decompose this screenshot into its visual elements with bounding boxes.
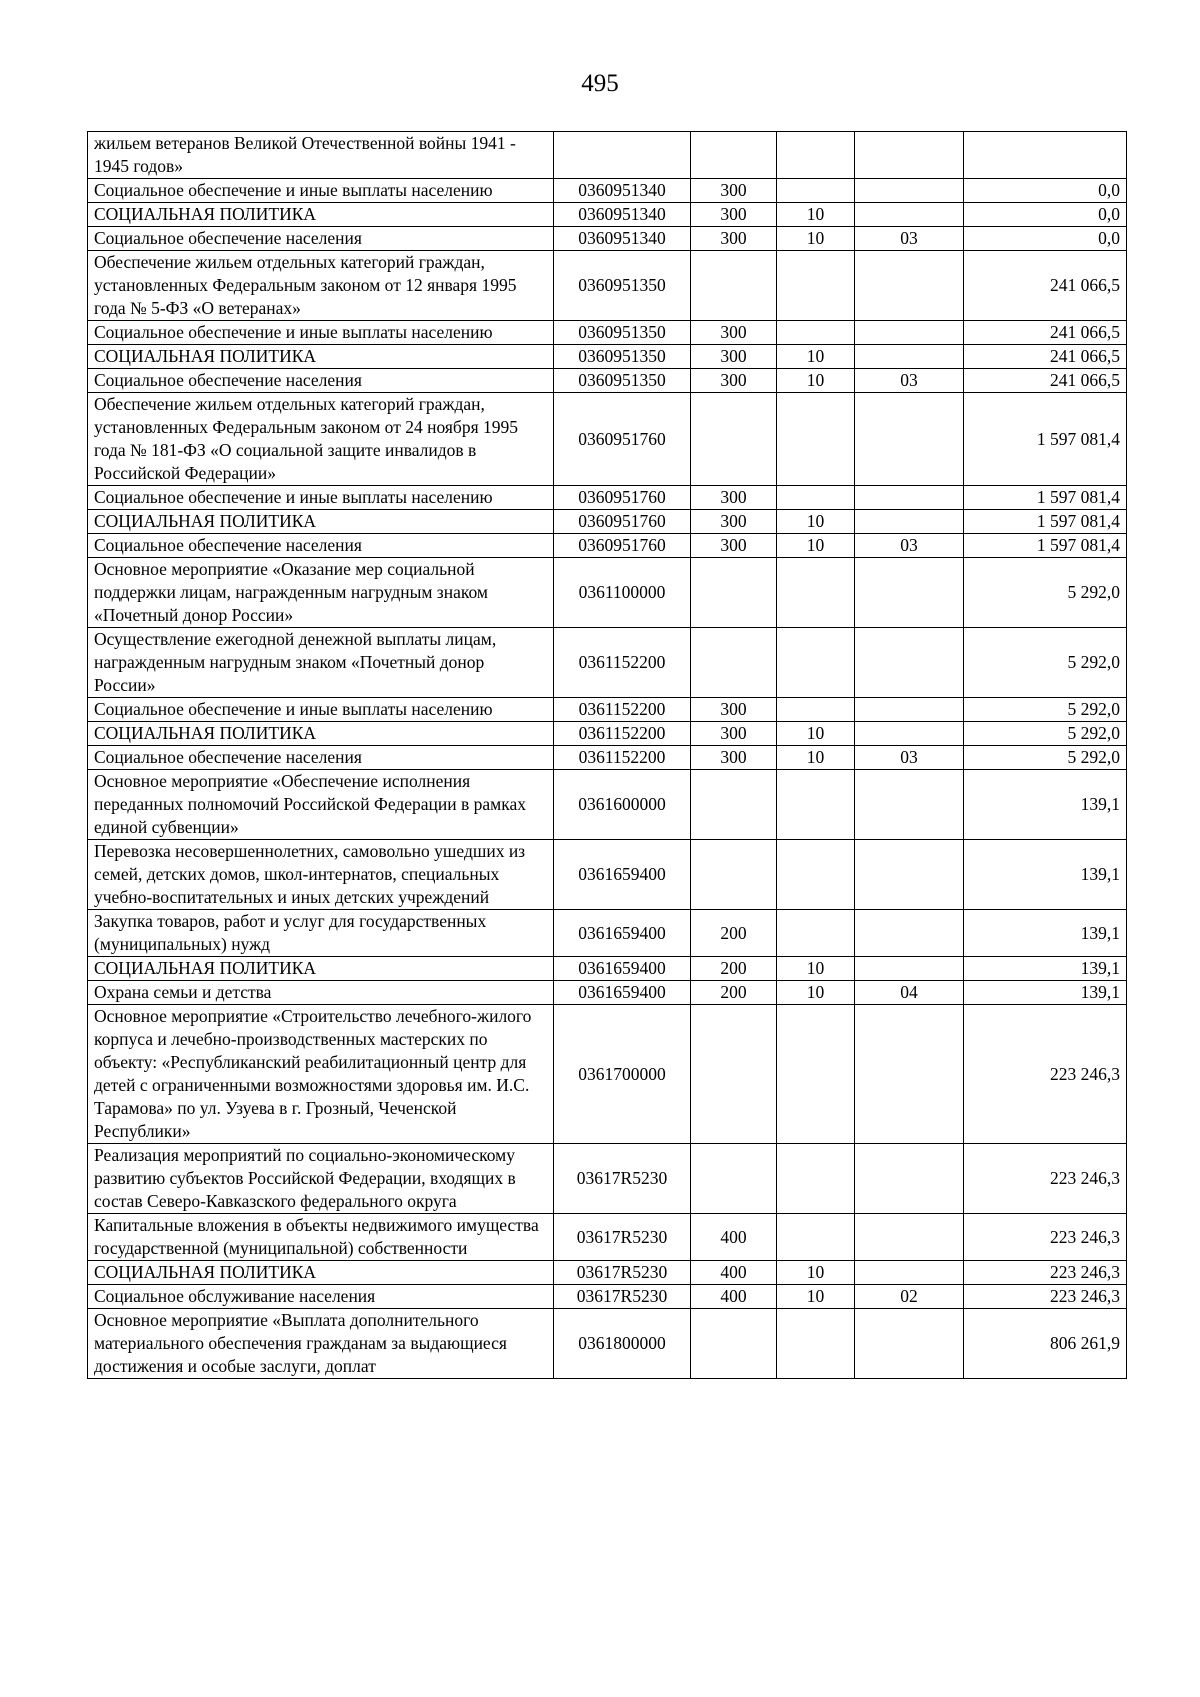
- table-row: [88, 628, 1127, 698]
- item-name-cell: Капитальные вложения в объекты недвижимого имущества государственной (муниципальной) собственности: [88, 1214, 554, 1261]
- amount-cell: 5 292,0: [964, 558, 1127, 628]
- item-name-cell: Социальное обеспечение и иные выплаты населению: [88, 321, 554, 345]
- item-name-cell: СОЦИАЛЬНАЯ ПОЛИТИКА: [88, 1261, 554, 1285]
- amount-cell: 5 292,0: [964, 722, 1127, 746]
- target-article-code-cell: 0361152200: [554, 746, 691, 770]
- subsection-code-cell: [855, 179, 964, 203]
- amount-cell: 1 597 081,4: [964, 486, 1127, 510]
- expense-type-code-cell: [691, 628, 777, 698]
- item-name-cell: Охрана семьи и детства: [88, 981, 554, 1005]
- expense-type-code-cell: [691, 1005, 777, 1144]
- section-code-cell: 10: [777, 957, 855, 981]
- expense-type-code-cell: [691, 132, 777, 179]
- expense-type-code-cell: 300: [691, 369, 777, 393]
- item-name-cell: Социальное обслуживание населения: [88, 1285, 554, 1309]
- expense-type-code-cell: 300: [691, 227, 777, 251]
- item-name-cell: Социальное обеспечение населения: [88, 746, 554, 770]
- amount-cell: 1 597 081,4: [964, 510, 1127, 534]
- target-article-code-cell: 0360951760: [554, 393, 691, 486]
- expense-type-code-cell: 300: [691, 203, 777, 227]
- subsection-code-cell: [855, 910, 964, 957]
- target-article-code-cell: 0361659400: [554, 910, 691, 957]
- subsection-code-cell: [855, 1144, 964, 1214]
- section-code-cell: 10: [777, 203, 855, 227]
- target-article-code-cell: 0361659400: [554, 981, 691, 1005]
- subsection-code-cell: [855, 957, 964, 981]
- expense-type-code-cell: 400: [691, 1214, 777, 1261]
- expense-type-code-cell: [691, 251, 777, 321]
- table-row: [88, 1309, 1127, 1379]
- subsection-code-cell: [855, 1005, 964, 1144]
- section-code-cell: 10: [777, 722, 855, 746]
- amount-cell: 223 246,3: [964, 1261, 1127, 1285]
- section-code-cell: [777, 698, 855, 722]
- table-row: [88, 345, 1127, 369]
- amount-cell: 5 292,0: [964, 698, 1127, 722]
- target-article-code-cell: 0361100000: [554, 558, 691, 628]
- subsection-code-cell: 02: [855, 1285, 964, 1309]
- item-name-cell: Основное мероприятие «Выплата дополнительного материального обеспечения гражданам за выдающиеся достижения и особые заслуги, доплат: [88, 1309, 554, 1379]
- section-code-cell: [777, 1005, 855, 1144]
- section-code-cell: 10: [777, 746, 855, 770]
- item-name-cell: Обеспечение жильем отдельных категорий граждан, установленных Федеральным законом от 12 января 1995 года № 5-ФЗ «О ветеранах»: [88, 251, 554, 321]
- target-article-code-cell: [554, 132, 691, 179]
- table-row: [88, 910, 1127, 957]
- table-row: [88, 840, 1127, 910]
- item-name-cell: Реализация мероприятий по социально-экономическому развитию субъектов Российской Федерации, входящих в состав Северо-Кавказского федерального округа: [88, 1144, 554, 1214]
- table-row: [88, 321, 1127, 345]
- target-article-code-cell: 0360951340: [554, 203, 691, 227]
- subsection-code-cell: 03: [855, 227, 964, 251]
- item-name-cell: СОЦИАЛЬНАЯ ПОЛИТИКА: [88, 957, 554, 981]
- subsection-code-cell: [855, 840, 964, 910]
- amount-cell: 241 066,5: [964, 321, 1127, 345]
- section-code-cell: [777, 1144, 855, 1214]
- table-row: [88, 534, 1127, 558]
- amount-cell: 139,1: [964, 770, 1127, 840]
- table-row: [88, 486, 1127, 510]
- section-code-cell: [777, 321, 855, 345]
- amount-cell: [964, 132, 1127, 179]
- section-code-cell: [777, 910, 855, 957]
- item-name-cell: Социальное обеспечение населения: [88, 369, 554, 393]
- item-name-cell: Основное мероприятие «Строительство лечебного-жилого корпуса и лечебно-производственных мастерских по объекту: «Республиканский реабилитационный центр для детей с ограниченными возможностями здоровья им. И.С. Тарамова» по ул. Узуева в г. Грозный, Чеченской Республики»: [88, 1005, 554, 1144]
- section-code-cell: 10: [777, 534, 855, 558]
- section-code-cell: 10: [777, 345, 855, 369]
- amount-cell: 139,1: [964, 981, 1127, 1005]
- section-code-cell: [777, 251, 855, 321]
- table-row: [88, 369, 1127, 393]
- amount-cell: 0,0: [964, 179, 1127, 203]
- subsection-code-cell: [855, 722, 964, 746]
- item-name-cell: СОЦИАЛЬНАЯ ПОЛИТИКА: [88, 203, 554, 227]
- table-row: [88, 393, 1127, 486]
- section-code-cell: [777, 393, 855, 486]
- section-code-cell: [777, 132, 855, 179]
- subsection-code-cell: [855, 770, 964, 840]
- expense-type-code-cell: 200: [691, 981, 777, 1005]
- table-row: [88, 770, 1127, 840]
- subsection-code-cell: [855, 1214, 964, 1261]
- expense-type-code-cell: [691, 558, 777, 628]
- section-code-cell: 10: [777, 510, 855, 534]
- item-name-cell: Социальное обеспечение населения: [88, 227, 554, 251]
- section-code-cell: 10: [777, 1261, 855, 1285]
- section-code-cell: 10: [777, 227, 855, 251]
- table-row: [88, 227, 1127, 251]
- target-article-code-cell: 03617R5230: [554, 1144, 691, 1214]
- subsection-code-cell: 04: [855, 981, 964, 1005]
- target-article-code-cell: 0360951760: [554, 486, 691, 510]
- expense-type-code-cell: 200: [691, 910, 777, 957]
- amount-cell: 223 246,3: [964, 1285, 1127, 1309]
- subsection-code-cell: [855, 558, 964, 628]
- table-row: [88, 251, 1127, 321]
- item-name-cell: жильем ветеранов Великой Отечественной войны 1941 - 1945 годов»: [88, 132, 554, 179]
- section-code-cell: [777, 1309, 855, 1379]
- amount-cell: 5 292,0: [964, 746, 1127, 770]
- amount-cell: 223 246,3: [964, 1144, 1127, 1214]
- target-article-code-cell: 0361659400: [554, 840, 691, 910]
- item-name-cell: Осуществление ежегодной денежной выплаты лицам, награжденным нагрудным знаком «Почетный донор России»: [88, 628, 554, 698]
- expense-type-code-cell: 300: [691, 746, 777, 770]
- target-article-code-cell: 03617R5230: [554, 1285, 691, 1309]
- amount-cell: 139,1: [964, 910, 1127, 957]
- subsection-code-cell: 03: [855, 746, 964, 770]
- table-row: [88, 698, 1127, 722]
- target-article-code-cell: 0361152200: [554, 628, 691, 698]
- section-code-cell: 10: [777, 981, 855, 1005]
- target-article-code-cell: 0360951350: [554, 369, 691, 393]
- expense-type-code-cell: 200: [691, 957, 777, 981]
- target-article-code-cell: 03617R5230: [554, 1261, 691, 1285]
- amount-cell: 223 246,3: [964, 1005, 1127, 1144]
- table-row: [88, 722, 1127, 746]
- table-row: [88, 1261, 1127, 1285]
- item-name-cell: СОЦИАЛЬНАЯ ПОЛИТИКА: [88, 722, 554, 746]
- subsection-code-cell: 03: [855, 369, 964, 393]
- expense-type-code-cell: 400: [691, 1261, 777, 1285]
- subsection-code-cell: [855, 510, 964, 534]
- expense-type-code-cell: [691, 840, 777, 910]
- item-name-cell: Основное мероприятие «Обеспечение исполнения переданных полномочий Российской Федерации в рамках единой субвенции»: [88, 770, 554, 840]
- item-name-cell: СОЦИАЛЬНАЯ ПОЛИТИКА: [88, 345, 554, 369]
- subsection-code-cell: [855, 1309, 964, 1379]
- table-row: [88, 558, 1127, 628]
- item-name-cell: СОЦИАЛЬНАЯ ПОЛИТИКА: [88, 510, 554, 534]
- amount-cell: 139,1: [964, 957, 1127, 981]
- expense-type-code-cell: 300: [691, 722, 777, 746]
- amount-cell: 223 246,3: [964, 1214, 1127, 1261]
- table-row: [88, 1214, 1127, 1261]
- expense-type-code-cell: [691, 770, 777, 840]
- expense-type-code-cell: 300: [691, 321, 777, 345]
- target-article-code-cell: 0361800000: [554, 1309, 691, 1379]
- subsection-code-cell: [855, 1261, 964, 1285]
- amount-cell: 0,0: [964, 227, 1127, 251]
- subsection-code-cell: [855, 321, 964, 345]
- table-row: [88, 981, 1127, 1005]
- amount-cell: 0,0: [964, 203, 1127, 227]
- table-row: [88, 1005, 1127, 1144]
- section-code-cell: [777, 558, 855, 628]
- amount-cell: 1 597 081,4: [964, 534, 1127, 558]
- item-name-cell: Социальное обеспечение и иные выплаты населению: [88, 486, 554, 510]
- section-code-cell: [777, 486, 855, 510]
- expense-type-code-cell: [691, 393, 777, 486]
- table-row: [88, 746, 1127, 770]
- amount-cell: 241 066,5: [964, 345, 1127, 369]
- item-name-cell: Обеспечение жильем отдельных категорий граждан, установленных Федеральным законом от 24 ноября 1995 года № 181-ФЗ «О социальной защите инвалидов в Российской Федерации»: [88, 393, 554, 486]
- section-code-cell: 10: [777, 369, 855, 393]
- amount-cell: 139,1: [964, 840, 1127, 910]
- table-row: [88, 203, 1127, 227]
- target-article-code-cell: 0360951340: [554, 179, 691, 203]
- subsection-code-cell: [855, 628, 964, 698]
- section-code-cell: [777, 770, 855, 840]
- table-row: [88, 510, 1127, 534]
- expense-type-code-cell: 300: [691, 698, 777, 722]
- expense-type-code-cell: 300: [691, 179, 777, 203]
- table-row: [88, 957, 1127, 981]
- expense-type-code-cell: [691, 1144, 777, 1214]
- expense-type-code-cell: 300: [691, 486, 777, 510]
- subsection-code-cell: [855, 203, 964, 227]
- target-article-code-cell: 03617R5230: [554, 1214, 691, 1261]
- target-article-code-cell: 0361152200: [554, 698, 691, 722]
- page-number: 495: [581, 70, 619, 97]
- target-article-code-cell: 0360951350: [554, 321, 691, 345]
- section-code-cell: [777, 840, 855, 910]
- amount-cell: 5 292,0: [964, 628, 1127, 698]
- section-code-cell: [777, 1214, 855, 1261]
- budget-table: [87, 131, 1127, 1379]
- expense-type-code-cell: 300: [691, 534, 777, 558]
- target-article-code-cell: 0360951350: [554, 345, 691, 369]
- subsection-code-cell: [855, 345, 964, 369]
- amount-cell: 241 066,5: [964, 251, 1127, 321]
- section-code-cell: [777, 179, 855, 203]
- target-article-code-cell: 0361659400: [554, 957, 691, 981]
- subsection-code-cell: [855, 698, 964, 722]
- table-row: [88, 132, 1127, 179]
- subsection-code-cell: [855, 393, 964, 486]
- expense-type-code-cell: 300: [691, 510, 777, 534]
- table-row: [88, 1285, 1127, 1309]
- amount-cell: 241 066,5: [964, 369, 1127, 393]
- amount-cell: 1 597 081,4: [964, 393, 1127, 486]
- subsection-code-cell: [855, 486, 964, 510]
- target-article-code-cell: 0361700000: [554, 1005, 691, 1144]
- target-article-code-cell: 0360951340: [554, 227, 691, 251]
- item-name-cell: Социальное обеспечение и иные выплаты населению: [88, 179, 554, 203]
- table-row: [88, 1144, 1127, 1214]
- expense-type-code-cell: 400: [691, 1285, 777, 1309]
- amount-cell: 806 261,9: [964, 1309, 1127, 1379]
- table-row: [88, 179, 1127, 203]
- item-name-cell: Основное мероприятие «Оказание мер социальной поддержки лицам, награжденным нагрудным знаком «Почетный донор России»: [88, 558, 554, 628]
- item-name-cell: Перевозка несовершеннолетних, самовольно ушедших из семей, детских домов, школ-интернатов, специальных учебно-воспитательных и иных детских учреждений: [88, 840, 554, 910]
- subsection-code-cell: 03: [855, 534, 964, 558]
- target-article-code-cell: 0361152200: [554, 722, 691, 746]
- subsection-code-cell: [855, 132, 964, 179]
- item-name-cell: Закупка товаров, работ и услуг для государственных (муниципальных) нужд: [88, 910, 554, 957]
- item-name-cell: Социальное обеспечение населения: [88, 534, 554, 558]
- target-article-code-cell: 0360951350: [554, 251, 691, 321]
- expense-type-code-cell: [691, 1309, 777, 1379]
- target-article-code-cell: 0360951760: [554, 510, 691, 534]
- expense-type-code-cell: 300: [691, 345, 777, 369]
- subsection-code-cell: [855, 251, 964, 321]
- section-code-cell: 10: [777, 1285, 855, 1309]
- target-article-code-cell: 0361600000: [554, 770, 691, 840]
- table-body: [88, 132, 1127, 1379]
- item-name-cell: Социальное обеспечение и иные выплаты населению: [88, 698, 554, 722]
- section-code-cell: [777, 628, 855, 698]
- target-article-code-cell: 0360951760: [554, 534, 691, 558]
